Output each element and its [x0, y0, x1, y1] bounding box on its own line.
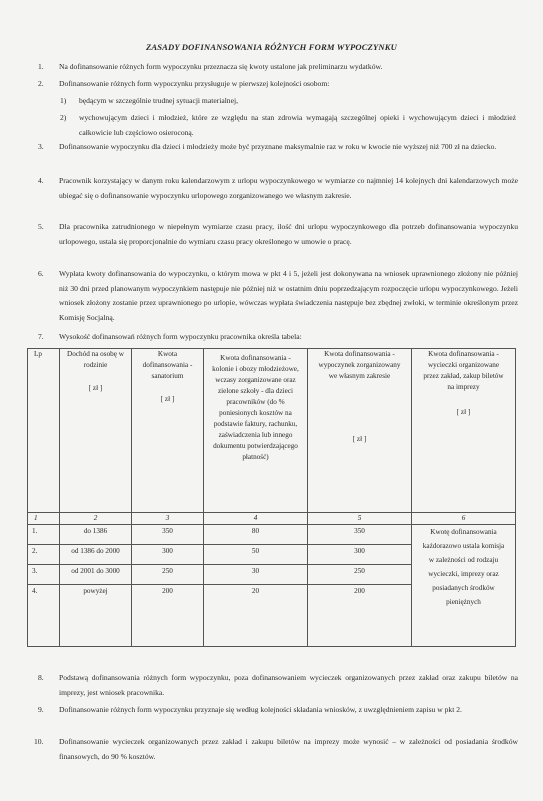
table-row — [28, 525, 516, 545]
sub-item-number: 1) — [60, 96, 67, 105]
item-number: 3. — [38, 142, 44, 151]
item-number: 10. — [34, 737, 44, 746]
income-cell: od 1386 do 2000 — [60, 545, 132, 565]
rule-sub-item: wychowującym dzieci i młodzież, które ze względu na stan zdrowia wymagają szczególnej opieki i wychowującym dzieci i młodzież całkowicie lub częściowo osieroconą. — [79, 113, 516, 137]
sanatorium-cell: 300 — [132, 545, 204, 565]
item-number: 5. — [38, 222, 44, 231]
rule-item: Wypłata kwoty dofinansowania do wypoczynku, o którym mowa w pkt 4 i 5, jeżeli jest dokonywana na wniosek uprawnionego złożony nie później niż 30 dni przed planowanym wypoczynkiem następuje nie później niż w ostatnim dniu poprzedzającym rozpoczęcie urlopu wypoczynkowego. Jeżeli wniosek złożony zostanie przez uprawnionego po urlopie, wówczas wypłata świadczenia następuje bez zbędnej zwłoki, w terminie określonym przez Komisję Socjalną. — [59, 269, 518, 322]
item-number: 4. — [38, 176, 44, 185]
wlasny-cell: 200 — [308, 585, 412, 647]
rule-item: Wysokość dofinansowań różnych form wypoczynku pracownika określa tabela: — [59, 332, 302, 341]
rule-item: Dofinansowanie wycieczek organizowanych przez zakład i zakupu biletów na imprezy może wynosić – w zależności od posiadania środków finansowych, do 90 % kosztów. — [59, 737, 518, 761]
table-header-row — [28, 349, 516, 513]
column-number: 3 — [132, 513, 204, 525]
sanatorium-cell: 250 — [132, 565, 204, 585]
income-cell: do 1386 — [60, 525, 132, 545]
rule-item: Podstawą dofinansowania różnych form wypoczynku, poza dofinansowaniem wycieczek organizowanych przez zakład oraz zakupu biletów na imprezy, jest wniosek pracownika. — [59, 673, 518, 697]
kolonie-cell: 30 — [204, 565, 308, 585]
funding-table — [27, 348, 516, 647]
wlasny-cell: 350 — [308, 525, 412, 545]
wlasny-cell: 300 — [308, 545, 412, 565]
kolonie-cell: 50 — [204, 545, 308, 565]
column-header: Lp — [28, 349, 60, 513]
rule-item: Na dofinansowanie różnych form wypoczynku przeznacza się kwoty ustalone jak preliminarzu wydatków. — [59, 62, 383, 71]
rule-item: Dofinansowanie różnych form wypoczynku przysługuje w pierwszej kolejności osobom: — [59, 79, 330, 88]
column-number: 6 — [412, 513, 516, 525]
column-number: 4 — [204, 513, 308, 525]
wlasny-cell: 250 — [308, 565, 412, 585]
sanatorium-cell: 200 — [132, 585, 204, 647]
column-number: 5 — [308, 513, 412, 525]
column-header: Kwota dofinansowania - wycieczki organizowane przez zakład, zakup biletów na imprezy [ zł ] — [412, 349, 516, 513]
sanatorium-cell: 350 — [132, 525, 204, 545]
rule-sub-item: będącym w szczególnie trudnej sytuacji materialnej, — [79, 96, 238, 105]
item-number: 1. — [38, 62, 44, 71]
kolonie-cell: 20 — [204, 585, 308, 647]
item-number: 6. — [38, 269, 44, 278]
row-lp: 4. — [28, 585, 60, 647]
row-lp: 1. — [28, 525, 60, 545]
column-number: 1 — [28, 513, 60, 525]
row-lp: 3. — [28, 565, 60, 585]
income-cell: powyżej — [60, 585, 132, 647]
column-number: 2 — [60, 513, 132, 525]
sub-item-number: 2) — [60, 113, 67, 122]
column-header: Dochód na osobę w rodzinie [ zł ] — [60, 349, 132, 513]
row-lp: 2. — [28, 545, 60, 565]
kolonie-cell: 80 — [204, 525, 308, 545]
document-title: ZASADY DOFINANSOWANIA RÓŻNYCH FORM WYPOCZYNKU — [145, 42, 398, 52]
item-number: 9. — [38, 705, 44, 714]
rule-item: Pracownik korzystający w danym roku kalendarzowym z urlopu wypoczynkowego w wymiarze co najmniej 14 kolejnych dni kalendarzowych może ubiegać się o dofinansowanie wypoczynku urlopowego zorganizowanego we własnym zakresie. — [59, 176, 518, 200]
rule-item: Dofinansowanie różnych form wypoczynku przyznaje się według kolejności składania wniosków, z uwzględnieniem zapisu w pkt 2. — [59, 705, 462, 714]
wycieczki-merged-cell: Kwotę dofinansowania każdorazowo ustala komisja w zależności od rodzaju wycieczki, imprezy oraz posiadanych środków pieniężnych — [412, 525, 516, 647]
rule-item: Dofinansowanie wypoczynku dla dzieci i młodzieży może być przyznane maksymalnie raz w roku w kwocie nie wyższej niż 700 zł na dziecko. — [59, 142, 497, 151]
column-header: Kwota dofinansowania - wypoczynek zorganizowany we własnym zakresie [ zł ] — [308, 349, 412, 513]
rule-item: Dla pracownika zatrudnionego w niepełnym wymiarze czasu pracy, ilość dni urlopu wypoczynkowego dla potrzeb dofinansowania wypoczynku urlopowego, ustala się proporcjonalnie do wymiaru czasu pracy określonego w umowie o pracę. — [59, 222, 518, 246]
item-number: 2. — [38, 79, 44, 88]
item-number: 7. — [38, 332, 44, 341]
table-column-number-row — [28, 513, 516, 525]
income-cell: od 2001 do 3000 — [60, 565, 132, 585]
column-header: Kwota dofinansowania - kolonie i obozy młodzieżowe, wczasy zorganizowane oraz zielone szkoły - dla dzieci pracowników (do % poniesionych kosztów na podstawie faktury, rachunku, zaświadczenia lub innego dokumentu potwierdzającego płatność) — [204, 349, 308, 513]
item-number: 8. — [38, 673, 44, 682]
column-header: Kwota dofinansowania - sanatorium [ zł ] — [132, 349, 204, 513]
